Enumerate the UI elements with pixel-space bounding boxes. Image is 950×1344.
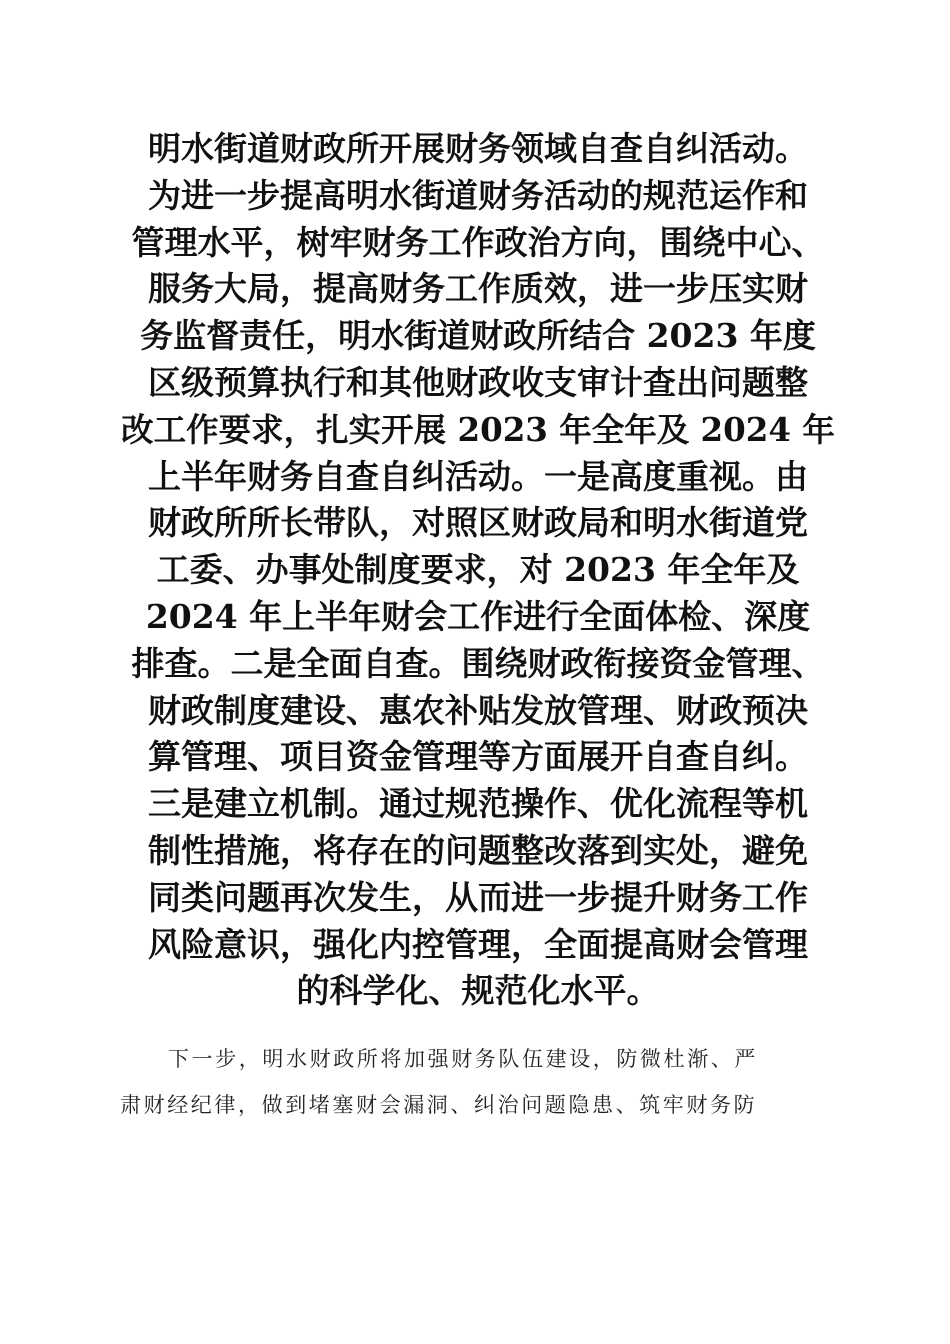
bold-line: 风险意识，强化内控管理，全面提高财会管理 bbox=[148, 924, 808, 964]
bold-line: 算管理、项目资金管理等方面展开自查自纠。 bbox=[148, 737, 808, 777]
bold-line: 管理水平，树牢财务工作政治方向，围绕中心、 bbox=[131, 222, 825, 262]
bold-line: 务监督责任，明水街道财政所结合 2023 年度 bbox=[140, 316, 816, 356]
bold-line: 三是建立机制。通过规范操作、优化流程等机 bbox=[148, 784, 808, 824]
bold-line: 工委、办事处制度要求，对 2023 年全年及 bbox=[156, 550, 800, 590]
bold-line: 上半年财务自查自纠活动。一是高度重视。由 bbox=[148, 456, 808, 496]
bold-line: 改工作要求，扎实开展 2023 年全年及 2024 年 bbox=[121, 409, 835, 449]
bold-line: 同类问题再次发生，从而进一步提升财务工作 bbox=[148, 877, 808, 917]
body-line: 下一步，明水财政所将加强财务队伍建设，防微杜渐、严 bbox=[168, 1047, 758, 1071]
bold-line: 2024 年上半年财会工作进行全面体检、深度 bbox=[145, 596, 811, 636]
bold-line: 区级预算执行和其他财政收支审计查出问题整 bbox=[148, 362, 808, 402]
bold-paragraph bbox=[118, 126, 838, 1015]
bold-line: 制性措施，将存在的问题整改落到实处，避免 bbox=[148, 830, 808, 870]
bold-line: 财政制度建设、惠农补贴发放管理、财政预决 bbox=[148, 690, 808, 730]
body-paragraph bbox=[120, 1036, 832, 1128]
bold-line: 明水街道财政所开展财务领域自查自纠活动。 bbox=[148, 129, 808, 168]
bold-line: 的科学化、规范化水平。 bbox=[296, 971, 660, 1011]
body-line: 肃财经纪律，做到堵塞财会漏洞、纠治问题隐患、筑牢财务防 bbox=[120, 1093, 758, 1117]
bold-line: 服务大局，提高财务工作质效，进一步压实财 bbox=[148, 269, 808, 309]
bold-line: 财政所所长带队，对照区财政局和明水街道党 bbox=[148, 503, 808, 543]
bold-line: 为进一步提高明水街道财务活动的规范运作和 bbox=[148, 175, 808, 215]
bold-line: 排查。二是全面自查。围绕财政衔接资金管理、 bbox=[131, 643, 825, 683]
